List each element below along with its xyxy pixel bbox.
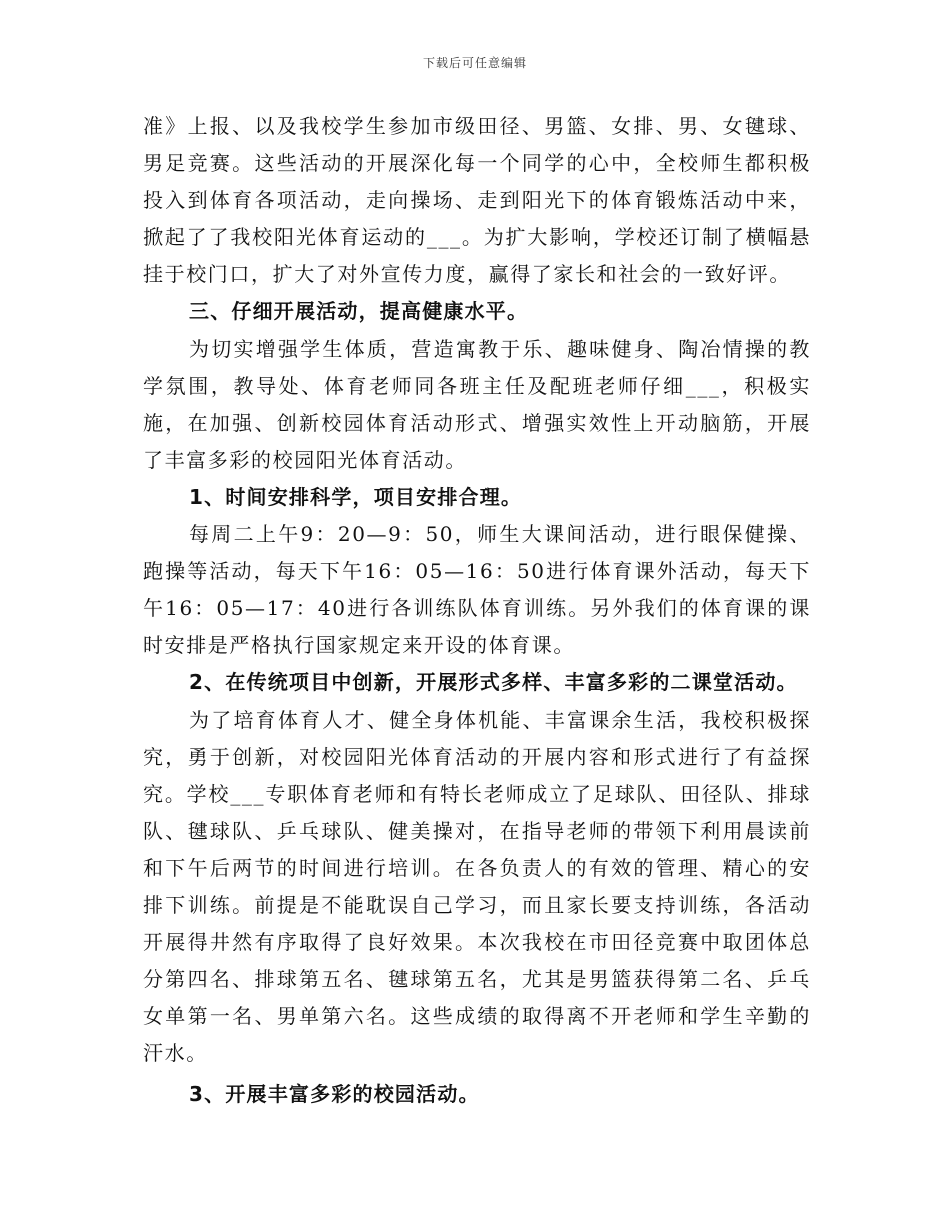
paragraph-schedule: 每周二上午9：20—9：50，师生大课间活动，进行眼保健操、跑操等活动，每天下午16：05—16：50进行体育课外活动，每天下午16：05—17：40进行各训练队体育训练。另外我们的体育课的课时安排是严格执行国家规定来开设的体育课。 — [143, 522, 811, 658]
paragraph-continued: 准》上报、以及我校学生参加市级田径、男篮、女排、男、女毽球、男足竞赛。这些活动的开展深化每一个同学的心中，全校师生都积极投入到体育各项活动，走向操场、走到阳光下的体育锻炼活动中来，掀起了了我校阳光体育运动的___。为扩大影响，学校还订制了横幅悬挂于校门口，扩大了对外宣传力度，赢得了家长和社会的一致好评。 — [143, 114, 811, 287]
page-header: 下载后可任意编辑 — [422, 56, 527, 70]
paragraph-activities: 为了培育体育人才、健全身体机能、丰富课余生活，我校积极探究，勇于创新，对校园阳光体育活动的开展内容和形式进行了有益探究。学校___专职体育老师和有特长老师成立了足球队、田径队、排球队、毽球队、乒乓球队、健美操对，在指导老师的带领下利用晨读前和下午后两节的时间进行培训。在各负责人的有效的管理、精心的安排下训练。前提是不能耽误自己学习，而且家长要支持训练，各活动开展得井然有序取得了良好效果。本次我校在市田径竞赛中取团体总分第四名、排球第五名、毽球第五名，尤其是男篮获得第二名、乒乓女单第一名、男单第六名。这些成绩的取得离不开老师和学生辛勤的汗水。 — [143, 707, 811, 1066]
section-heading-3: 三、仔细开展活动，提高健康水平。 — [189, 299, 529, 324]
subheading-2: 2、在传统项目中创新，开展形式多样、丰富多彩的二课堂活动。 — [189, 670, 798, 695]
document-body — [143, 108, 811, 1114]
paragraph-intro: 为切实增强学生体质，营造寓教于乐、趣味健身、陶冶情操的教学氛围，教导处、体育老师同各班主任及配班老师仔细___，积极实施，在加强、创新校园体育活动形式、增强实效性上开动脑筋，开展了丰富多彩的校园阳光体育活动。 — [143, 336, 811, 472]
subheading-3: 3、开展丰富多彩的校园活动。 — [189, 1082, 480, 1107]
subheading-1: 1、时间安排科学，项目安排合理。 — [189, 484, 523, 509]
